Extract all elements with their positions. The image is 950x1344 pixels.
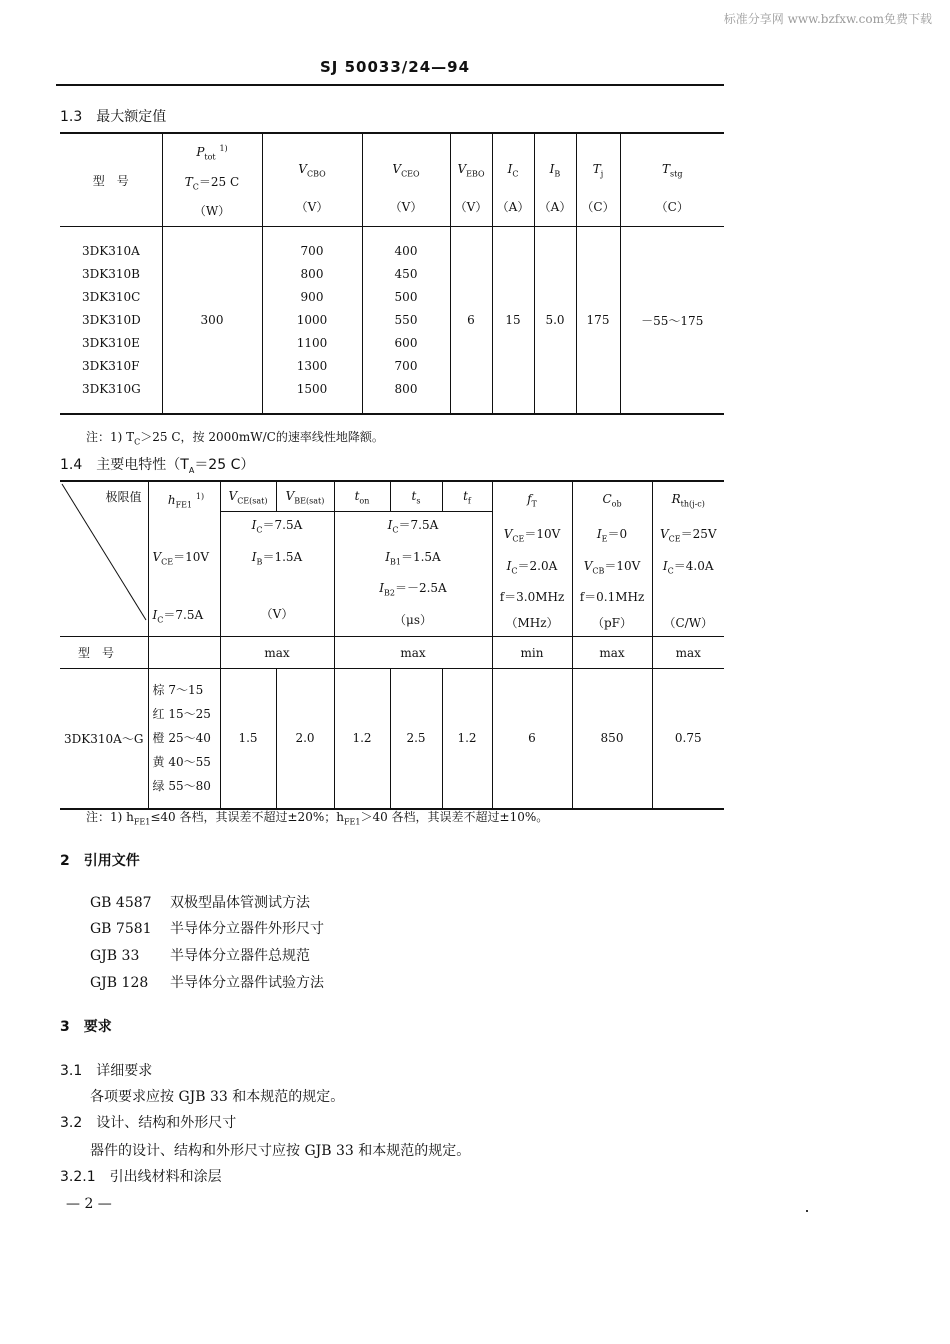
ts-header: $t_s$ bbox=[390, 481, 442, 512]
section-3-1-heading: 3.1 详细要求 bbox=[60, 1063, 153, 1079]
ft-header: $f_T$ $V_{CE}=10V$ $I_C=2.0A$ f＝3.0MHz （MHz） bbox=[492, 481, 572, 637]
section-1-3-heading: 1.3 最大额定值 bbox=[60, 109, 167, 125]
tj-value: 175 bbox=[576, 227, 620, 415]
cob-header: $C_{ob}$ $I_E=0$ $V_{CB}=10V$ f＝0.1MHz （pF） bbox=[572, 481, 652, 637]
vbesat-value: 2.0 bbox=[276, 669, 334, 809]
col-vebo: $V_{EBO}$ （V） bbox=[450, 133, 492, 227]
col-tj: $T_j$ （C） bbox=[576, 133, 620, 227]
ton-header: $t_{on}$ bbox=[334, 481, 390, 512]
tf-header: $t_f$ bbox=[442, 481, 492, 512]
reference-item: GB 7581 半导体分立器件外形尺寸 bbox=[90, 921, 324, 937]
vbesat-header: $V_{BE(sat)}$ bbox=[276, 481, 334, 512]
table1-footnote: 注：1) $T_C>25$ C，按 2000mW/C的速率线性地降额。 bbox=[86, 430, 384, 447]
standard-code: SJ 50033/24—94 bbox=[319, 58, 471, 76]
tf-value: 1.2 bbox=[442, 669, 492, 809]
electrical-characteristics-table bbox=[60, 480, 724, 810]
ft-value: 6 bbox=[492, 669, 572, 809]
header-rule bbox=[56, 84, 724, 86]
rth-value: 0.75 bbox=[652, 669, 724, 809]
tstg-value: －55～175 bbox=[620, 227, 724, 415]
limit-max-t: max bbox=[334, 637, 492, 669]
table2-footnote: 注：1) $h_{FE1}\le 40$ 各档，其误差不超过±20%；$h_{FE1}>40$ 各档，其误差不超过±10%。 bbox=[86, 810, 549, 827]
col-tstg: $T_{stg}$ （C） bbox=[620, 133, 724, 227]
reference-item: GB 4587 双极型晶体管测试方法 bbox=[90, 895, 310, 911]
section-3-2-1-heading: 3.2.1 引出线材料和涂层 bbox=[60, 1169, 222, 1185]
section-3-1-text: 各项要求应按 GJB 33 和本规范的规定。 bbox=[90, 1089, 345, 1105]
vebo-value: 6 bbox=[450, 227, 492, 415]
hfe-limit-blank bbox=[148, 637, 220, 669]
scan-speck bbox=[806, 1210, 808, 1212]
section-3-2-text: 器件的设计、结构和外形尺寸应按 GJB 33 和本规范的规定。 bbox=[90, 1143, 471, 1159]
model-value: 3DK310A～G bbox=[60, 669, 148, 809]
ton-value: 1.2 bbox=[334, 669, 390, 809]
cob-value: 850 bbox=[572, 669, 652, 809]
ptot-value: 300 bbox=[162, 227, 262, 415]
hfe-grades: 棕 7～15 红 15～25 橙 25～40 黄 40～55 绿 55～80 bbox=[148, 669, 220, 809]
reference-item: GJB 33 半导体分立器件总规范 bbox=[90, 948, 310, 964]
ib-value: 5.0 bbox=[534, 227, 576, 415]
limit-max-v: max bbox=[220, 637, 334, 669]
section-3-heading: 3 要求 bbox=[60, 1019, 112, 1035]
switching-conditions: $I_C=7.5A$ $I_{B1}=1.5A$ $I_{B2}=-2.5A$ （μs） bbox=[334, 512, 492, 637]
reference-item: GJB 128 半导体分立器件试验方法 bbox=[90, 975, 324, 991]
ic-value: 15 bbox=[492, 227, 534, 415]
saturation-conditions: $I_C=7.5A$ $I_B=1.5A$ （V） bbox=[220, 512, 334, 637]
section-3-2-heading: 3.2 设计、结构和外形尺寸 bbox=[60, 1115, 237, 1131]
limit-max-rth: max bbox=[652, 637, 724, 669]
col-model: 型 号 bbox=[60, 133, 162, 227]
vcesat-header: $V_{CE(sat)}$ bbox=[220, 481, 276, 512]
vcesat-value: 1.5 bbox=[220, 669, 276, 809]
watermark: 标准分享网 www.bzfxw.com免费下载 bbox=[723, 12, 932, 26]
rth-header: $R_{th(j-c)}$ $V_{CE}=25V$ $I_C=4.0A$ （C/W） bbox=[652, 481, 724, 637]
vceo-values: 400 450 500 550 600 700 800 bbox=[362, 227, 450, 415]
section-1-4-heading: 1.4 主要电特性（$T_A=25$ C） bbox=[60, 457, 255, 475]
limit-max-cob: max bbox=[572, 637, 652, 669]
page-number: — 2 — bbox=[66, 1196, 112, 1212]
hfe-header: $h_{FE1}$ $^{1)}$ $V_{CE}=10V$ $I_C=7.5A$ bbox=[148, 481, 220, 637]
corner-cell: 极限值 bbox=[60, 481, 148, 637]
model-list: 3DK310A 3DK310B 3DK310C 3DK310D 3DK310E 3DK310F 3DK310G bbox=[60, 227, 162, 415]
model-label: 型 号 bbox=[60, 637, 148, 669]
col-ic: $I_C$ （A） bbox=[492, 133, 534, 227]
vcbo-values: 700 800 900 1000 1100 1300 1500 bbox=[262, 227, 362, 415]
col-vceo: $V_{CEO}$ （V） bbox=[362, 133, 450, 227]
col-ptot: $P_{tot}$ $^{1)}$ $T_C=25$ C （W） bbox=[162, 133, 262, 227]
col-vcbo: $V_{CBO}$ （V） bbox=[262, 133, 362, 227]
max-ratings-table bbox=[60, 132, 724, 415]
ts-value: 2.5 bbox=[390, 669, 442, 809]
col-ib: $I_B$ （A） bbox=[534, 133, 576, 227]
section-2-heading: 2 引用文件 bbox=[60, 853, 140, 869]
limit-min-ft: min bbox=[492, 637, 572, 669]
